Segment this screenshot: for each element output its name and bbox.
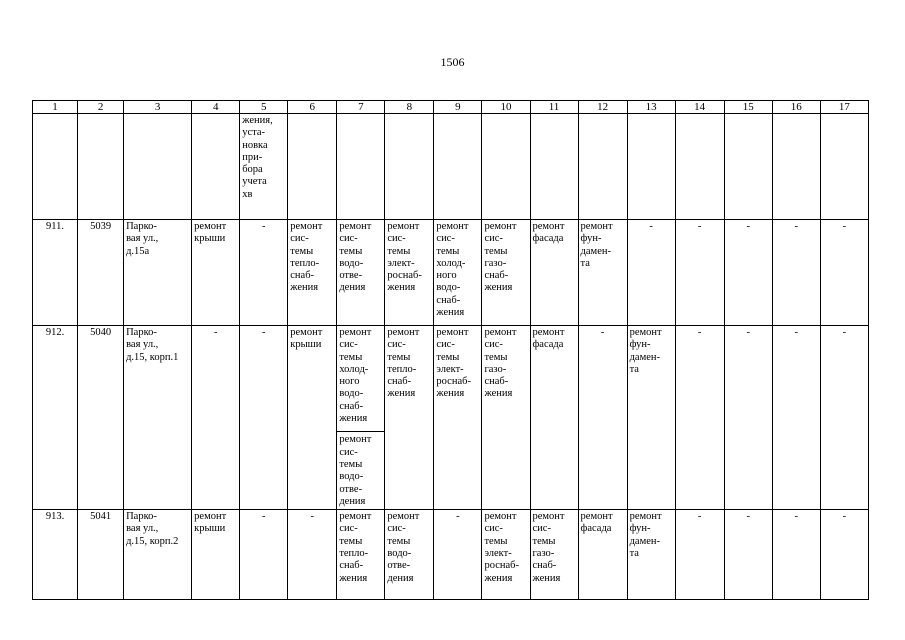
table-cell: - bbox=[240, 510, 288, 600]
table-row bbox=[33, 510, 869, 600]
table-cell: - bbox=[578, 326, 627, 510]
table-cell: ремонт фасада bbox=[532, 327, 565, 351]
column-header: 9 bbox=[434, 101, 482, 114]
table-cell: - bbox=[772, 326, 820, 510]
column-header: 3 bbox=[124, 101, 192, 114]
table-cell: - bbox=[627, 220, 675, 326]
table-cell: - bbox=[192, 326, 240, 510]
row-address: Парко- вая ул., д.15, корп.1 bbox=[126, 327, 179, 363]
row-number: 911. bbox=[33, 220, 78, 326]
column-number-row bbox=[33, 101, 869, 114]
page-number: 1506 bbox=[440, 55, 465, 69]
table-cell: ремонт сис- темы элект- роснаб- жения bbox=[436, 327, 471, 400]
table-row bbox=[33, 326, 869, 510]
table-cell: ремонт сис- темы тепло- снаб- жения bbox=[387, 327, 420, 400]
table-cell: ремонт сис- темы тепло- снаб- жения bbox=[339, 511, 372, 584]
column-header: 8 bbox=[385, 101, 434, 114]
table-cell: - bbox=[434, 510, 482, 600]
column-header: 7 bbox=[337, 101, 385, 114]
column-header: 10 bbox=[482, 101, 530, 114]
row-code: 5040 bbox=[78, 326, 124, 510]
table-cell: ремонт фун- дамен- та bbox=[580, 221, 613, 269]
table-cell: ремонт сис- темы водо- отве- дения bbox=[339, 221, 372, 294]
table-cell: - bbox=[820, 220, 868, 326]
column-header: 12 bbox=[578, 101, 627, 114]
table-cell: ремонт сис- темы элект- роснаб- жения bbox=[484, 511, 519, 584]
continuation-row bbox=[33, 114, 869, 220]
table-cell: ремонт сис- темы водо- отве- дения bbox=[339, 434, 372, 507]
column-header: 16 bbox=[772, 101, 820, 114]
table-cell: ремонт фун- дамен- та bbox=[629, 327, 662, 375]
column-header: 6 bbox=[288, 101, 337, 114]
table-cell: - bbox=[240, 220, 288, 326]
column-header: 17 bbox=[820, 101, 868, 114]
column-header: 11 bbox=[530, 101, 578, 114]
table-cell: - bbox=[675, 326, 724, 510]
table-cell: жения, уста- новка при- бора учета хв bbox=[242, 115, 273, 200]
column-header: 13 bbox=[627, 101, 675, 114]
table-cell: - bbox=[772, 510, 820, 600]
table-cell: - bbox=[240, 326, 288, 510]
column-header: 5 bbox=[240, 101, 288, 114]
column-header: 4 bbox=[192, 101, 240, 114]
table-cell: - bbox=[772, 220, 820, 326]
row-number: 913. bbox=[33, 510, 78, 600]
table-cell: ремонт фун- дамен- та bbox=[629, 511, 662, 560]
table-cell: ремонт крыши bbox=[290, 327, 323, 351]
table-cell: ремонт сис- темы водо- отве- дения bbox=[387, 511, 420, 584]
cell-divider bbox=[337, 431, 384, 508]
table-cell: ремонт фасада bbox=[580, 511, 613, 535]
table-cell: ремонт сис- темы элект- роснаб- жения bbox=[387, 221, 422, 294]
table-cell: ремонт крыши bbox=[194, 511, 227, 535]
table-cell: ремонт сис- темы холод- ного водо- снаб- жения bbox=[339, 327, 372, 425]
table-cell: - bbox=[724, 326, 772, 510]
table-cell: ремонт сис- темы холод- ного водо- снаб- жения bbox=[436, 221, 469, 319]
table-cell: - bbox=[288, 510, 337, 600]
table-cell: ремонт сис- темы газо- снаб- жения bbox=[484, 221, 517, 294]
row-code: 5041 bbox=[78, 510, 124, 600]
table-cell: - bbox=[675, 220, 724, 326]
row-address: Парко- вая ул., д.15, корп.2 bbox=[126, 511, 179, 547]
table-cell: - bbox=[724, 510, 772, 600]
column-header: 1 bbox=[33, 101, 78, 114]
table-cell: ремонт крыши bbox=[194, 221, 227, 245]
row-number: 912. bbox=[33, 326, 78, 510]
table-cell: ремонт сис- темы газо- снаб- жения bbox=[532, 511, 565, 584]
table-cell: ремонт фасада bbox=[532, 221, 565, 245]
column-header: 2 bbox=[78, 101, 124, 114]
table-row bbox=[33, 220, 869, 326]
repair-schedule-table bbox=[32, 100, 869, 600]
row-address: Парко- вая ул., д.15а bbox=[126, 221, 159, 257]
table-cell: ремонт сис- темы тепло- снаб- жения bbox=[290, 221, 323, 294]
table-cell: - bbox=[724, 220, 772, 326]
table-cell: ремонт сис- темы газо- снаб- жения bbox=[484, 327, 517, 400]
column-header: 15 bbox=[724, 101, 772, 114]
table-cell: - bbox=[820, 326, 868, 510]
table-cell: - bbox=[820, 510, 868, 600]
row-code: 5039 bbox=[78, 220, 124, 326]
table-cell: - bbox=[675, 510, 724, 600]
column-header: 14 bbox=[675, 101, 724, 114]
